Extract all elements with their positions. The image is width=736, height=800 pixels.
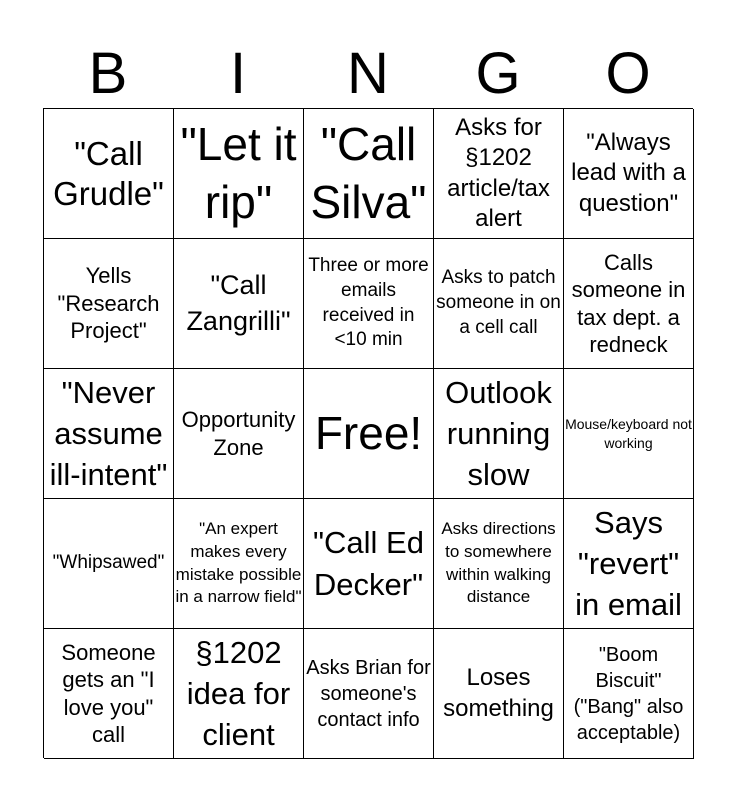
cell-text: Loses something — [443, 664, 554, 722]
cell-text: §1202 idea for client — [186, 634, 291, 753]
cell-text: "Call Zangrilli" — [186, 270, 291, 336]
free-space-text: Free! — [314, 406, 423, 459]
bingo-cell[interactable] — [564, 369, 694, 499]
header-letter-b: B — [88, 41, 128, 106]
bingo-cell[interactable] — [434, 499, 564, 629]
cell-text: "An expert makes every mistake possible in a narrow field" — [175, 518, 302, 607]
bingo-cell[interactable] — [44, 239, 174, 369]
cell-text: "Call Grudle" — [53, 134, 164, 212]
bingo-cell[interactable] — [44, 369, 174, 499]
cell-text: "Always lead with a question" — [571, 128, 686, 217]
bingo-cell[interactable] — [174, 239, 304, 369]
cell-text: Says "revert" in email — [575, 504, 682, 623]
bingo-cell[interactable] — [44, 499, 174, 629]
cell-text: "Never assume ill-intent" — [49, 374, 168, 493]
free-space-cell[interactable] — [304, 369, 434, 499]
cell-text: "Call Silva" — [310, 118, 427, 228]
header-letter-o: O — [605, 41, 651, 106]
cell-text: "Let it rip" — [180, 118, 297, 228]
bingo-cell[interactable] — [564, 629, 694, 759]
header-letter-g: G — [475, 41, 521, 106]
bingo-cell[interactable] — [564, 239, 694, 369]
cell-text: Outlook running slow — [445, 374, 552, 493]
cell-text: Asks directions to somewhere within walking distance — [441, 518, 556, 607]
cell-text: Asks for §1202 article/tax alert — [447, 113, 550, 232]
bingo-board — [43, 108, 693, 758]
header-letter-i: I — [229, 41, 247, 106]
cell-text: Mouse/keyboard not working — [565, 416, 692, 451]
cell-text: "Boom Biscuit" ("Bang" also acceptable) — [573, 643, 684, 744]
cell-text: Asks to patch someone in on a cell call — [436, 267, 561, 338]
bingo-header — [43, 40, 693, 108]
bingo-cell[interactable] — [564, 499, 694, 629]
bingo-cell[interactable] — [304, 239, 434, 369]
cell-text: Yells "Research Project" — [57, 263, 160, 344]
bingo-cell[interactable] — [434, 629, 564, 759]
bingo-cell[interactable] — [174, 629, 304, 759]
bingo-cell[interactable] — [44, 109, 174, 239]
bingo-cell[interactable] — [434, 109, 564, 239]
cell-text: Three or more emails received in <10 min — [308, 255, 429, 351]
bingo-cell[interactable] — [304, 499, 434, 629]
bingo-cell[interactable] — [434, 239, 564, 369]
bingo-cell[interactable] — [304, 629, 434, 759]
header-letter-n: N — [347, 41, 389, 106]
cell-text: "Call Ed Decker" — [313, 525, 424, 602]
bingo-cell[interactable] — [174, 369, 304, 499]
cell-text: Calls someone in tax dept. a redneck — [571, 249, 686, 357]
bingo-cell[interactable] — [174, 499, 304, 629]
bingo-cell[interactable] — [174, 109, 304, 239]
cell-text: "Whipsawed" — [52, 552, 165, 574]
bingo-cell[interactable] — [434, 369, 564, 499]
bingo-cell[interactable] — [44, 629, 174, 759]
bingo-cell[interactable] — [564, 109, 694, 239]
cell-text: Asks Brian for someone's contact info — [306, 656, 431, 731]
bingo-cell[interactable] — [304, 109, 434, 239]
cell-text: Someone gets an "I love you" call — [61, 639, 156, 747]
cell-text: Opportunity Zone — [181, 407, 296, 460]
